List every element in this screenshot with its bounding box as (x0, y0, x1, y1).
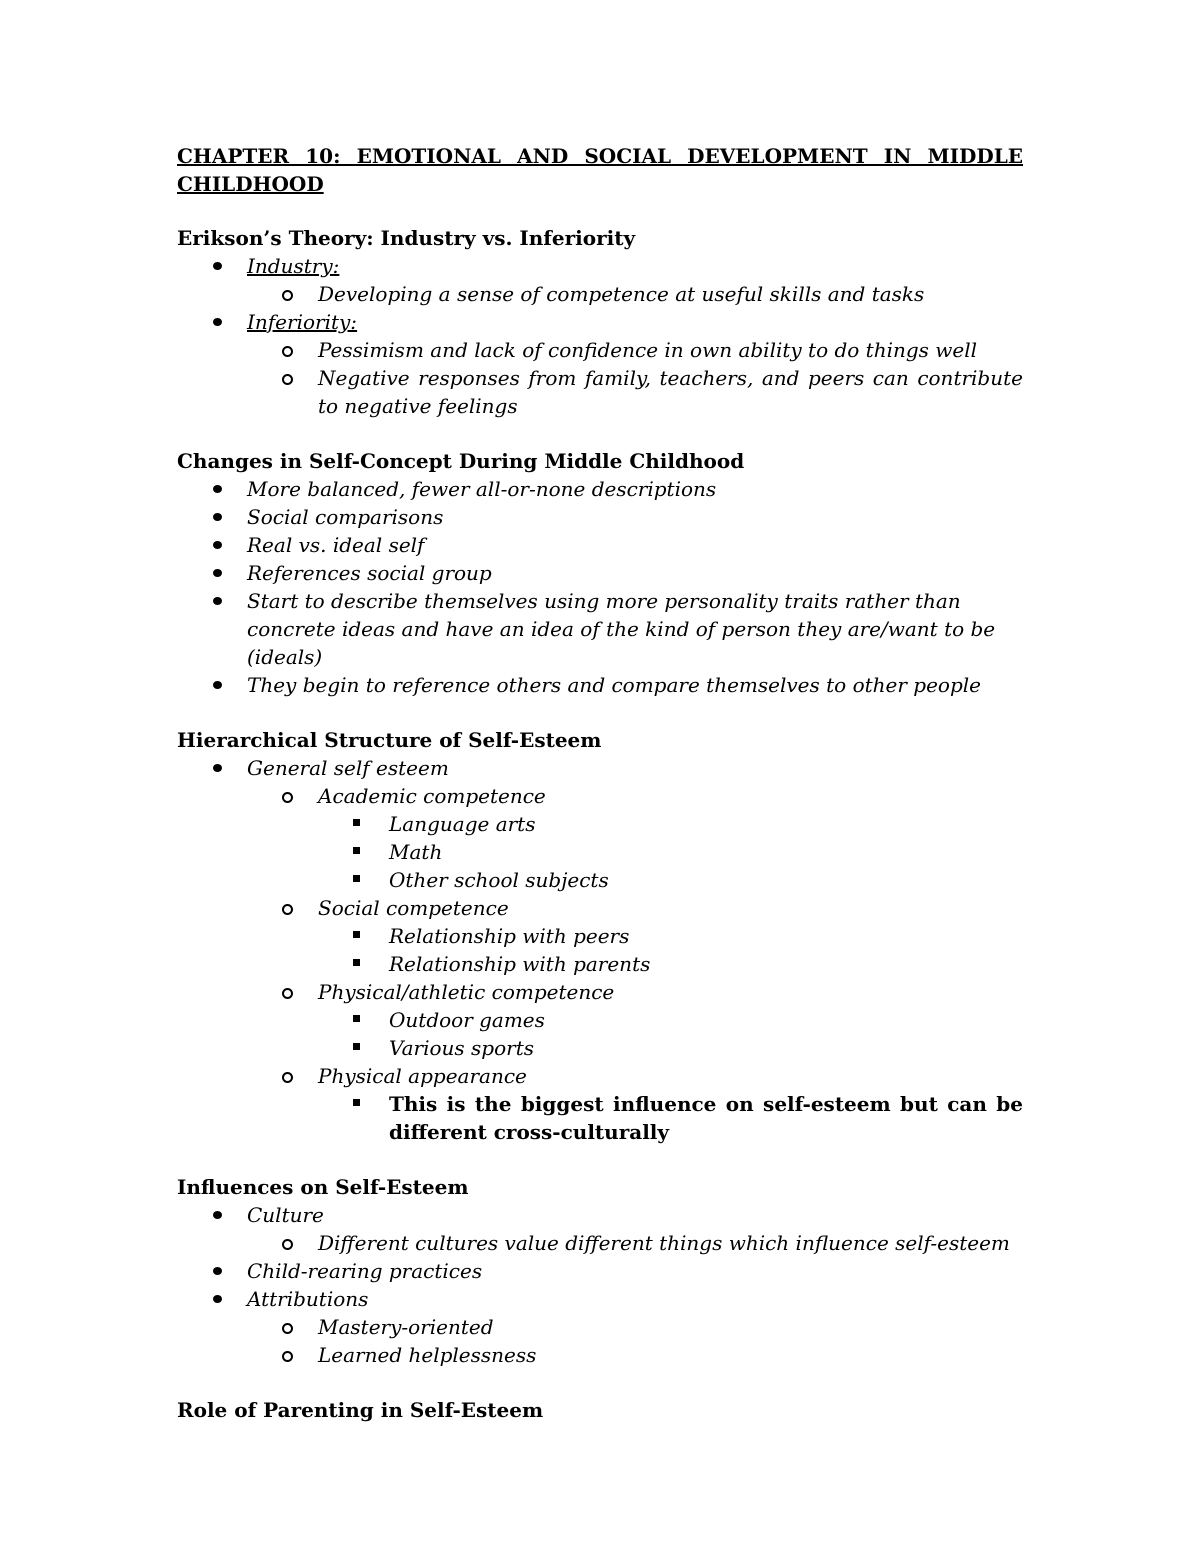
list-item: Social comparisons (247, 505, 444, 529)
section-heading-influences: Influences on Self-Esteem (177, 1175, 469, 1199)
hierarchy-list (177, 754, 1023, 1146)
section-heading-erikson: Erikson’s Theory: Industry vs. Inferiority (177, 226, 636, 250)
list-item: This is the biggest influence on self-esteem but can be different cross-culturally (389, 1092, 1023, 1144)
list-item: Math (389, 840, 443, 864)
list-item: Industry: (247, 254, 340, 278)
list-item: General self esteem (247, 756, 449, 780)
list-item: Physical/athletic competence (318, 980, 615, 1004)
list-item: Real vs. ideal self (247, 533, 425, 557)
list-item: Culture (247, 1203, 324, 1227)
section-heading-self-concept: Changes in Self-Concept During Middle Childhood (177, 449, 745, 473)
list-item: Child-rearing practices (247, 1259, 483, 1283)
list-item: Language arts (389, 812, 536, 836)
list-item: More balanced, fewer all-or-none descriptions (247, 477, 717, 501)
erikson-list (177, 252, 1023, 420)
list-item: Pessimism and lack of confidence in own ability to do things well (318, 338, 978, 362)
list-item: Inferiority: (247, 310, 358, 334)
list-item: Academic competence (318, 784, 546, 808)
section-heading-hierarchy: Hierarchical Structure of Self-Esteem (177, 728, 602, 752)
self-concept-list (177, 475, 1023, 699)
document-page (177, 142, 1023, 1424)
influences-list (177, 1201, 1023, 1369)
list-item: They begin to reference others and compare themselves to other people (247, 673, 981, 697)
list-item: Social competence (318, 896, 509, 920)
list-item: Various sports (389, 1036, 534, 1060)
list-item: Attributions (247, 1287, 369, 1311)
list-item: Developing a sense of competence at useful skills and tasks (318, 282, 925, 306)
list-item: Physical appearance (318, 1064, 527, 1088)
section-heading-parenting: Role of Parenting in Self-Esteem (177, 1398, 544, 1422)
list-item: Relationship with peers (389, 924, 630, 948)
list-item: Negative responses from family, teachers, and peers can contribute to negative feelings (318, 366, 1023, 418)
list-item: References social group (247, 561, 492, 585)
list-item: Mastery-oriented (318, 1315, 494, 1339)
chapter-title-line-1: CHAPTER 10: EMOTIONAL AND SOCIAL DEVELOPMENT IN MIDDLE (177, 144, 1023, 168)
list-item: Start to describe themselves using more personality traits rather than concrete ideas and have an idea of the kind of person they are/want to be (ideals) (247, 589, 996, 669)
list-item: Different cultures value different things which influence self-esteem (318, 1231, 1010, 1255)
list-item: Relationship with parents (389, 952, 651, 976)
list-item: Outdoor games (389, 1008, 545, 1032)
chapter-title-line-2: CHILDHOOD (177, 172, 324, 196)
list-item: Learned helplessness (318, 1343, 537, 1367)
list-item: Other school subjects (389, 868, 609, 892)
